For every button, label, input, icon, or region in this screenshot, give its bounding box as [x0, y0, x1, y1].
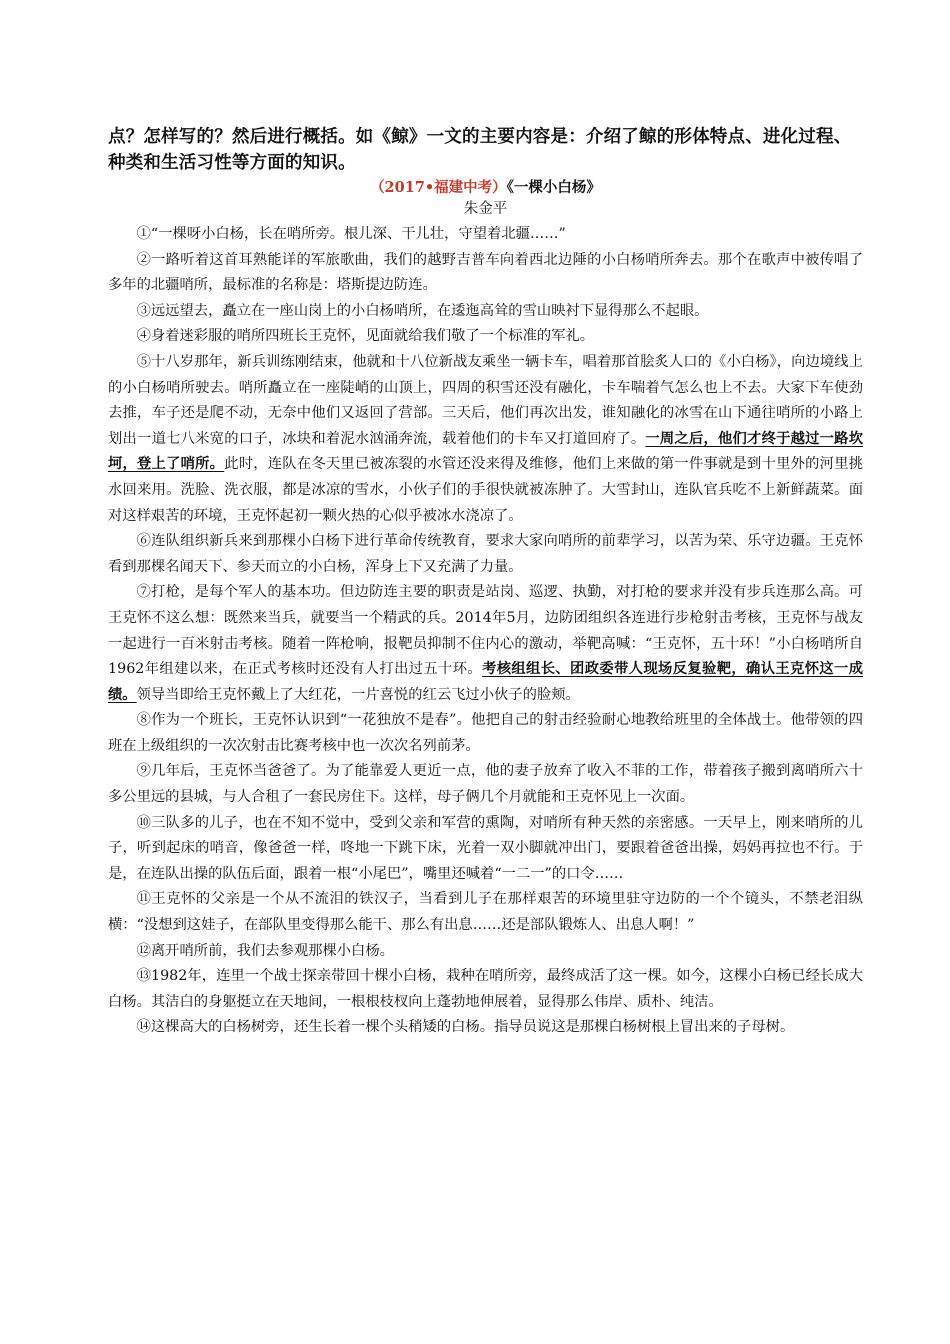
paragraph-11: ⑪王克怀的父亲是一个从不流泪的铁汉子，当看到儿子在那样艰苦的环境里驻守边防的一个个镜头，不禁老泪纵横：“没想到这娃子，在部队里变得那么能干、那么有出息……还是部队锻炼人、出息人啊！”	[108, 891, 863, 934]
paragraph-3: ③远远望去，矗立在一座山岗上的小白杨哨所，在逶迤高耸的雪山映衬下显得那么不起眼。	[136, 302, 709, 319]
paragraph-14: ⑭这棵高大的白杨树旁，还生长着一棵个头稍矮的白杨。指导员说这是那棵白杨树根上冒出来的子母树。	[136, 1019, 795, 1036]
intro-text: 点？怎样写的？然后进行概括。如《鲸》一文的主要内容是：介绍了鲸的形体特点、进化过程、种类和生活习性等方面的知识。	[108, 127, 852, 173]
paragraph-13: ⑬1982年，连里一个战士探亲带回十棵小白杨，栽种在哨所旁，最终成活了这一棵。如今，这棵小白杨已经长成大白杨。其洁白的身躯挺立在天地间，一根根枝杈向上蓬勃地伸展着，显得那么伟岸、质朴、纯洁。	[108, 968, 863, 1010]
paragraph-5-underlined: 一周之后，他们才终于越过一路坎坷，登上了哨所。	[108, 430, 864, 473]
paragraph-12: ⑫离开哨所前，我们去参观那棵小白杨。	[136, 942, 394, 959]
paragraph-5-before: ⑤十八岁那年，新兵训练刚结束，他就和十八位新战友乘坐一辆卡车，唱着那首脍炙人口的《小白杨》，向边境线上的小白杨哨所驶去。哨所矗立在一座陡峭的山顶上，四周的积雪还没有融化，卡车喘着气怎么也上不去。大家下车使劲去推，车子还是爬不动，无奈中他们又返回了营部。三天后，他们再次出发，谁知融化的冰雪在山下通往哨所的小路上划出一道七八米宽的口子，冰块和着泥水汹涌奔流，载着他们的卡车又打道回府了。	[108, 353, 863, 447]
paragraph-9: ⑨几年后，王克怀当爸爸了。为了能靠爱人更近一点，他的妻子放弃了收入不菲的工作，带着孩子搬到离哨所六十多公里远的县城，与人合租了一套民房住下。这样，母子俩几个月就能和王克怀见上一次面。	[108, 763, 863, 806]
paragraph-8: ⑧作为一个班长，王克怀认识到“一花独放不是春”。他把自己的射击经验耐心地教给班里的全体战士。他带领的四班在上级组织的一次次射击比赛考核中也一次次名列前茅。	[108, 712, 863, 754]
paragraph-7-before: ⑦打枪，是每个军人的基本功。但边防连主要的职责是站岗、巡逻、执勤，对打枪的要求并没有步兵连那么高。可王克怀不这么想：既然来当兵，就要当一个精武的兵。2014年5月，边防团组织各连进行步枪射击考核，王克怀与战友一起进行一百米射击考核。随着一阵枪响，报靶员抑制不住内心的激动，举靶高喊：“王克怀，五十环！”小白杨哨所自1962年组建以来，在正式考核时还没有人打出过五十环。	[108, 584, 863, 678]
article-title	[108, 178, 863, 198]
paragraph-7-after: 领导当即给王克怀戴上了大红花，一片喜悦的红云飞过小伙子的脸颊。	[136, 686, 580, 703]
paragraph-2: ②一路听着这首耳熟能详的军旅歌曲，我们的越野吉普车向着西北边陲的小白杨哨所奔去。那个在歌声中被传唱了多年的北疆哨所，最标准的名称是：塔斯提边防连。	[108, 251, 863, 294]
paragraph-10: ⑩三队多的儿子，也在不知不觉中，受到父亲和军营的熏陶，对哨所有种天然的亲密感。一天早上，刚来哨所的儿子，听到起床的哨音，像爸爸一样，咚地一下跳下床，光着一双小脚就冲出门，要跟着爸爸出操，妈妈再拉也不行。于是，在连队出操的队伍后面，跟着一根“小尾巴”，嘴里还喊着“一二一”的口令……	[108, 814, 863, 882]
paragraph-7-underlined: 考核组组长、团政委带人现场反复验靶，确认王克怀这一成绩。	[108, 661, 863, 703]
title-source: （2017•福建中考）	[370, 179, 507, 196]
paragraph-1: ①“一棵呀小白杨，长在哨所旁。根儿深、干儿壮，守望着北疆……”	[136, 226, 566, 242]
article-author: 朱金平	[463, 201, 508, 217]
paragraph-4: ④身着迷彩服的哨所四班长王克怀，见面就给我们敬了一个标准的军礼。	[136, 328, 595, 345]
paragraph-5	[108, 350, 863, 529]
paragraph-7	[108, 580, 863, 708]
paragraph-6: ⑥连队组织新兵来到那棵小白杨下进行革命传统教育，要求大家向哨所的前辈学习，以苦为荣、乐守边疆。王克怀看到那棵名闻天下、参天而立的小白杨，浑身上下又充满了力量。	[108, 533, 863, 575]
article-body	[108, 222, 863, 1041]
title-name: 《一棵小白杨》	[506, 179, 601, 196]
paragraph-5-after: 此时，连队在冬天里已被冻裂的水管还没来得及维修，他们上来做的第一件事就是到十里外的河里挑水回来用。洗脸、洗衣服，都是冰凉的雪水，小伙子们的手很快就被冻肿了。大雪封山，连队官兵吃不上新鲜蔬菜。面对这样艰苦的环境，王克怀起初一颗火热的心似乎被冰水浇凉了。	[108, 456, 864, 524]
document-page	[108, 124, 863, 1041]
